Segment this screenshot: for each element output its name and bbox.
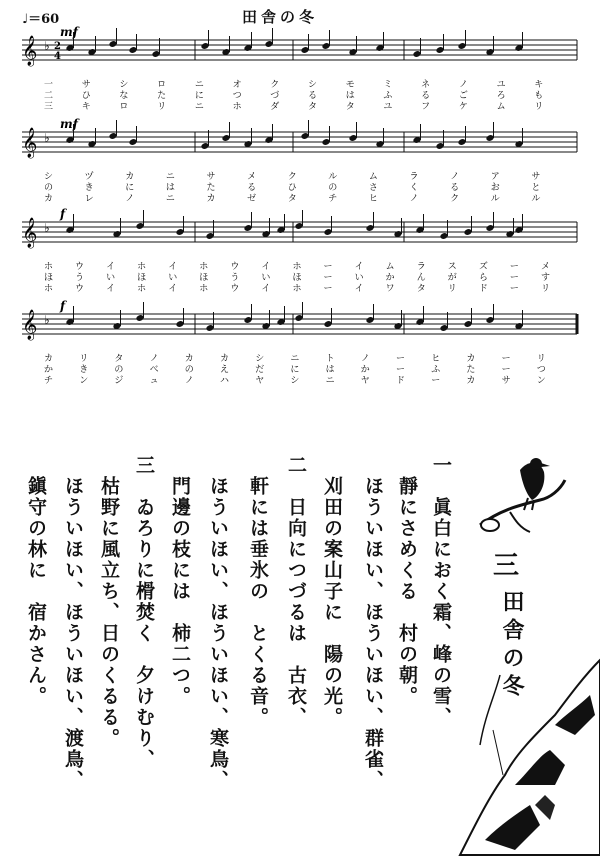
lyric-syllable: い [168,273,178,283]
lyric-syllable: ド [478,284,488,294]
lyric-syllable: ム [496,102,506,112]
lyric-syllable: べ [149,365,159,375]
lyric-syllable: ウ [230,262,240,272]
lyric-syllable: う [230,273,240,283]
lyric-syllable: リ [536,354,546,364]
lyric-syllable: ふ [431,365,441,375]
section-title: 田舎の冬 [499,590,525,702]
lyric-syllable: シ [44,172,54,182]
lyric-syllable: イ [261,262,271,272]
lyric-syllable: の [184,365,194,375]
lyric-syllable: ノ [458,80,468,90]
lyric-syllable: ご [458,91,468,101]
lyric-syllable: ん [416,273,426,283]
dynamic-marking: f [60,299,66,313]
lyric-row [44,284,574,295]
lyric-syllable: ル [490,194,500,204]
lyric-syllable: リ [79,354,89,364]
lyric-syllable: ー [323,262,333,272]
lyric-syllable: メ [540,262,550,272]
lyric-syllable: モ [345,80,355,90]
lyric-syllable: ー [509,273,519,283]
lyric-syllable: ほ [199,273,209,283]
lyric-syllable: フ [421,102,431,112]
lyric-syllable: る [247,183,257,193]
lyric-syllable: と [531,183,541,193]
lyric-syllable: ヤ [255,376,265,386]
lyric-syllable: ほ [44,273,54,283]
verse-line: 靜にさめくる 村の朝。 [396,455,418,707]
lyric-syllable: イ [168,284,178,294]
lyric-syllable: ー [323,284,333,294]
lyric-syllable: ろ [496,91,506,101]
lyric-syllable: ミ [383,80,393,90]
lyric-syllable: か [44,365,54,375]
lyric-syllable: シ [308,80,318,90]
lyric-syllable: タ [114,354,124,364]
lyric-syllable: る [308,91,318,101]
lyric-syllable: 一 [44,80,54,90]
lyric-syllable: ウ [75,262,85,272]
key-flat-icon: ♭ [44,313,50,327]
lyric-row [44,102,574,113]
verse-line: ほういほい、ほういほい、寒鳥、 [207,455,229,791]
lyric-syllable: ー [323,273,333,283]
lyric-syllable: ホ [44,262,54,272]
lyric-syllable: ネ [421,80,431,90]
lyric-syllable: す [540,273,550,283]
lyric-syllable: キ [534,80,544,90]
lyric-syllable: リ [534,102,544,112]
lyric-syllable: ー [396,354,406,364]
lyric-syllable: ル [328,172,338,182]
lyric-syllable: イ [106,262,116,272]
lyric-syllable: ユ [496,80,506,90]
lyric-row [44,273,574,284]
lyric-syllable: つ [536,365,546,375]
lyric-syllable: シ [290,376,300,386]
lyric-syllable: カ [44,194,54,204]
lyric-syllable: ヒ [431,354,441,364]
lyric-syllable: ケ [458,102,468,112]
lyric-syllable: ル [531,194,541,204]
lyric-syllable: ノ [149,354,159,364]
verse-line: 枯野に風立ち、日のくるる。 [98,455,120,749]
lyric-syllable: カ [206,194,216,204]
lyric-syllable: カ [44,354,54,364]
lyric-syllable: に [290,365,300,375]
lyric-syllable: ダ [270,102,280,112]
lyric-syllable: ラ [409,172,419,182]
lyric-syllable: ホ [137,262,147,272]
lyric-syllable: づ [270,91,280,101]
lyric-syllable: ふ [383,91,393,101]
lyric-syllable: ニ [325,376,335,386]
lyric-syllable: カ [184,354,194,364]
lyric-syllable: ー [509,262,519,272]
lyric-syllable: に [125,183,135,193]
lyric-syllable: の [114,365,124,375]
lyric-syllable: き [84,183,94,193]
lyric-row [44,262,574,273]
lyric-row [44,194,574,205]
lyric-syllable: は [325,365,335,375]
lyric-syllable: く [409,183,419,193]
lyric-syllable: ュ [149,376,159,386]
lyric-syllable: か [385,273,395,283]
lyric-syllable: ン [536,376,546,386]
lyric-syllable: た [206,183,216,193]
lyric-syllable: シ [255,354,265,364]
verse-line: 三 ゐろりに榾焚く 夕けむり、 [133,455,155,770]
lyric-syllable: る [421,91,431,101]
lyric-syllable: ホ [44,284,54,294]
lyric-syllable: さ [368,183,378,193]
verse-line: 刈田の案山子に 陽の光。 [321,455,343,728]
crow-on-branch-illustration [470,450,570,540]
lyric-row [44,172,574,183]
verse-line: 軒には垂氷の とくる音。 [247,455,269,728]
tempo-marking: ♩＝60 [22,12,60,27]
lyric-syllable: ゼ [247,194,257,204]
lyric-syllable: ほ [292,273,302,283]
lyric-row [44,91,574,102]
dynamic-marking: mf [60,25,78,39]
lyric-syllable: ニ [194,80,204,90]
lyric-syllable: リ [540,284,550,294]
lyric-syllable: ク [270,80,280,90]
lyric-syllable: つ [232,91,242,101]
lyric-row [44,354,574,365]
lyric-syllable: カ [466,354,476,364]
lyric-syllable: ホ [137,284,147,294]
lyric-syllable: オ [232,80,242,90]
lyric-row [44,376,574,387]
lyric-syllable: ト [325,354,335,364]
lyric-syllable: ー [501,354,511,364]
mountain-landscape-illustration [455,655,600,855]
lyric-syllable: ド [396,376,406,386]
lyric-syllable: チ [44,376,54,386]
lyric-syllable: ン [79,376,89,386]
lyric-syllable: タ [287,194,297,204]
lyric-row [44,80,574,91]
lyric-syllable: カ [125,172,135,182]
lyric-syllable: ー [396,365,406,375]
lyric-syllable: に [194,91,204,101]
lyric-syllable: い [106,273,116,283]
key-flat-icon: ♭ [44,221,50,235]
lyric-syllable: が [447,273,457,283]
lyric-syllable: ロ [157,80,167,90]
lyric-syllable: ウ [230,284,240,294]
lyric-syllable: ニ [290,354,300,364]
song-title: 田舎の冬 [242,8,319,26]
lyric-syllable: ス [447,262,457,272]
lyric-syllable: ジ [114,376,124,386]
lyric-syllable: ム [368,172,378,182]
treble-clef-icon: 𝄞 [22,218,38,248]
lyric-syllable: タ [308,102,318,112]
lyric-syllable: た [157,91,167,101]
lyric-syllable: ノ [184,376,194,386]
lyric-syllable: だ [255,365,265,375]
music-staff [0,207,600,270]
time-signature-top: 2 [54,41,61,52]
lyric-syllable: ク [287,172,297,182]
lyric-syllable: ノ [360,354,370,364]
treble-clef-icon: 𝄞 [22,36,38,66]
lyric-syllable: ム [385,262,395,272]
lyric-syllable: ホ [292,262,302,272]
lyric-syllable: イ [261,284,271,294]
music-staff [0,299,600,362]
lyric-syllable: る [450,183,460,193]
lyric-syllable: も [534,91,544,101]
lyric-syllable: ホ [199,284,209,294]
lyric-syllable: ア [490,172,500,182]
lyric-syllable: ー [501,365,511,375]
lyric-syllable: ホ [199,262,209,272]
lyric-syllable: ウ [75,284,85,294]
lyric-syllable: イ [354,284,364,294]
music-staff [0,25,600,88]
lyric-syllable: い [261,273,271,283]
lyric-syllable: う [75,273,85,283]
lyric-syllable: メ [247,172,257,182]
lyric-syllable: ユ [383,102,393,112]
verse-line: 門邊の枝には 柿二つ。 [169,455,191,707]
lyric-syllable: え [220,365,230,375]
lyric-syllable: い [354,273,364,283]
verse-line: ほういほい、ほういほい、渡鳥、 [62,455,84,791]
time-signature-bottom: 4 [54,51,61,62]
lyric-syllable: ノ [450,172,460,182]
lyric-syllable: き [79,365,89,375]
verse-line: 一 眞白におく霜、峰の雪、 [430,455,452,728]
lyric-syllable: ら [478,273,488,283]
key-flat-icon: ♭ [44,131,50,145]
lyric-syllable: ノ [409,194,419,204]
lyric-syllable: 二 [44,91,54,101]
lyric-syllable: イ [354,262,364,272]
verse-line: ほういほい、ほういほい、群雀、 [362,455,384,791]
lyric-syllable: ヒ [368,194,378,204]
lyric-syllable: レ [84,194,94,204]
dynamic-marking: f [60,207,66,221]
lyric-syllable: 三 [44,102,54,112]
lyric-syllable: ラ [416,262,426,272]
section-number: 三 [493,551,520,581]
lyric-syllable: ニ [165,172,175,182]
lyric-syllable: ノ [125,194,135,204]
dynamic-marking: mf [60,117,78,131]
lyric-syllable: ほ [137,273,147,283]
key-flat-icon: ♭ [44,39,50,53]
verse-line: 二 日向につづるは 古衣、 [285,455,307,728]
lyric-syllable: カ [220,354,230,364]
lyric-syllable: ー [431,376,441,386]
lyric-syllable: は [165,183,175,193]
lyric-syllable: サ [531,172,541,182]
lyric-syllable: シ [119,80,129,90]
treble-clef-icon: 𝄞 [22,128,38,158]
lyric-syllable: サ [81,80,91,90]
lyric-syllable: ニ [194,102,204,112]
lyric-syllable: イ [106,284,116,294]
lyric-syllable: ワ [385,284,395,294]
lyric-syllable: お [490,183,500,193]
lyric-syllable: チ [328,194,338,204]
lyric-syllable: タ [345,102,355,112]
lyric-syllable: サ [206,172,216,182]
lyric-syllable: ホ [232,102,242,112]
lyric-syllable: ヤ [360,376,370,386]
lyric-syllable: イ [168,262,178,272]
lyric-syllable: カ [466,376,476,386]
lyric-syllable: ク [450,194,460,204]
lyric-syllable: ズ [478,262,488,272]
music-staff [0,117,600,180]
lyric-syllable: リ [447,284,457,294]
lyric-syllable: ロ [119,102,129,112]
lyric-syllable: ホ [292,284,302,294]
lyric-syllable: か [360,365,370,375]
lyric-syllable: ヅ [84,172,94,182]
treble-clef-icon: 𝄞 [22,310,38,340]
lyric-syllable: リ [157,102,167,112]
lyric-row [44,183,574,194]
lyric-syllable: ー [509,284,519,294]
lyric-syllable: は [345,91,355,101]
lyric-syllable: の [328,183,338,193]
lyric-syllable: サ [501,376,511,386]
lyric-syllable: タ [416,284,426,294]
lyric-syllable: ひ [81,91,91,101]
lyric-syllable: の [44,183,54,193]
lyric-syllable: ニ [165,194,175,204]
lyric-row [44,365,574,376]
verse-line: 鎭守の林に 宿かさん。 [25,455,47,707]
lyric-syllable: ハ [220,376,230,386]
lyric-syllable: キ [81,102,91,112]
lyric-syllable: ひ [287,183,297,193]
lyric-syllable: な [119,91,129,101]
lyric-syllable: た [466,365,476,375]
